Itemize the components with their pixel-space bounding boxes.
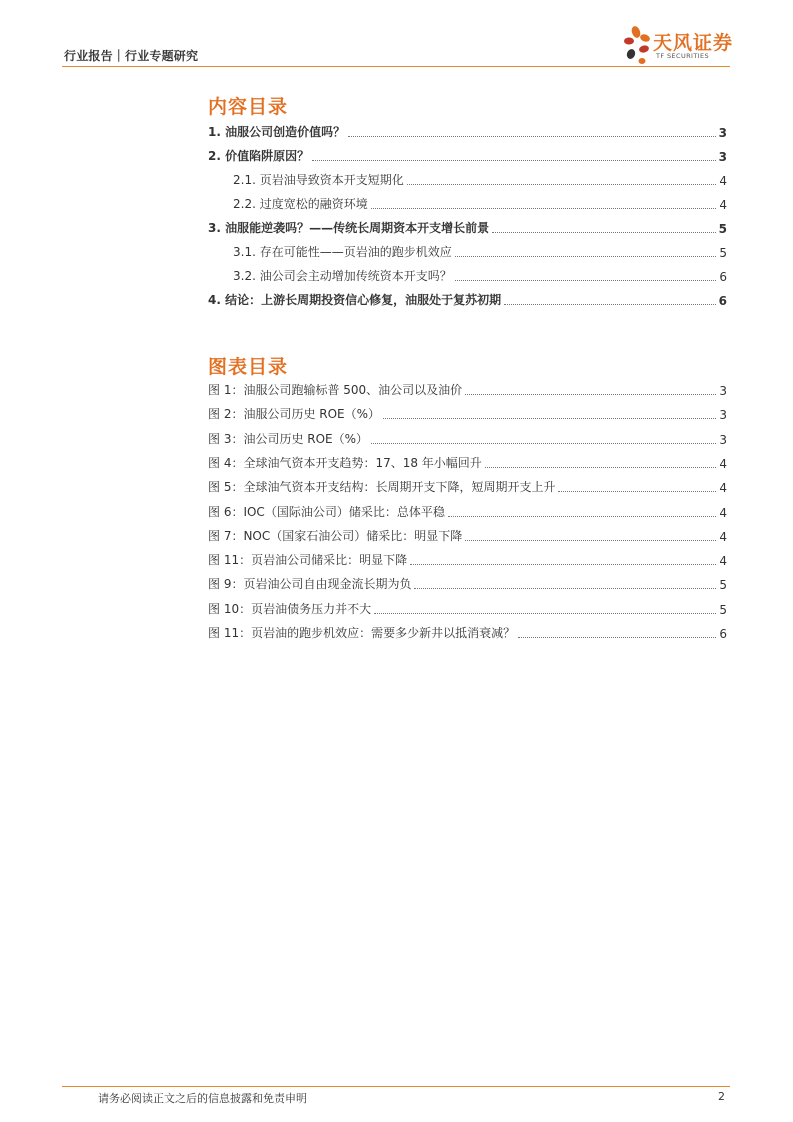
leader-dots [455, 255, 717, 257]
figures-entry-label: 图 10：页岩油债务压力并不大 [208, 601, 372, 616]
contents-entry-label: 3.1. 存在可能性——页岩油的跑步机效应 [233, 245, 452, 259]
figures-entry[interactable] [208, 552, 727, 568]
figures-entry[interactable] [208, 576, 727, 592]
leader-dots [371, 207, 717, 209]
figures-entry[interactable] [208, 504, 727, 520]
figures-entry-label: 图 2：油服公司历史 ROE（%） [208, 407, 381, 422]
contents-entry-label: 2.1. 页岩油导致资本开支短期化 [233, 173, 404, 187]
figures-entry-page: 5 [719, 602, 727, 617]
figures-entry-page: 4 [719, 481, 727, 496]
figures-entry[interactable] [208, 479, 727, 495]
contents-entry-page: 5 [718, 222, 727, 236]
footer-disclaimer: 请务必阅读正文之后的信息披露和免责申明 [98, 1092, 307, 1105]
contents-entry[interactable] [233, 268, 727, 284]
contents-entry-page: 6 [719, 270, 727, 284]
figures-entry-label: 图 1：油服公司跑输标普 500、油公司以及油价 [208, 383, 463, 397]
leader-dots [455, 279, 717, 281]
leader-dots [485, 466, 717, 468]
leader-dots [374, 612, 716, 614]
figures-entry-label: 图 6：IOC（国际油公司）储采比：总体平稳 [208, 504, 445, 519]
leader-dots [414, 587, 716, 589]
figures-entry-label: 图 5：全球油气资本开支结构：长周期开支下降，短周期开支上升 [208, 480, 556, 495]
figures-entry-page: 3 [719, 384, 727, 398]
leader-dots [448, 515, 717, 517]
contents-entry-label: 2. 价值陷阱原因？ [208, 149, 310, 163]
figures-entry[interactable] [208, 625, 727, 641]
figures-entry-label: 图 7：NOC（国家石油公司）储采比：明显下降 [208, 528, 463, 543]
contents-entry-page: 3 [718, 150, 727, 164]
figures-entry[interactable] [208, 431, 727, 447]
leader-dots [407, 183, 717, 185]
contents-entry[interactable] [208, 220, 727, 236]
company-logo [622, 24, 734, 68]
report-breadcrumb: 行业报告｜行业专题研究 [64, 49, 199, 63]
leader-dots [504, 303, 716, 305]
contents-entry[interactable] [208, 148, 727, 164]
figures-entry-label: 图 3：油公司历史 ROE（%） [208, 431, 369, 446]
figures-entry-page: 4 [719, 456, 727, 471]
figures-entry-page: 3 [719, 432, 727, 447]
leader-dots [371, 442, 716, 444]
figures-entry-page: 4 [719, 529, 727, 544]
leader-dots [410, 563, 716, 565]
contents-entry-label: 1. 油服公司创造价值吗？ [208, 125, 346, 139]
contents-entry-label: 2.2. 过度宽松的融资环境 [233, 197, 368, 211]
contents-entry[interactable] [208, 124, 727, 140]
figures-entry-page: 4 [719, 554, 727, 569]
contents-entry-page: 4 [719, 174, 727, 188]
contents-entry-page: 5 [719, 246, 727, 260]
contents-entry-label: 3. 油服能逆袭吗？——传统长周期资本开支增长前景 [208, 221, 490, 235]
footer-divider [62, 1086, 730, 1087]
figures-entry[interactable] [208, 601, 727, 617]
contents-entry-label: 4. 结论：上游长周期投资信心修复，油服处于复苏初期 [208, 293, 502, 307]
figures-entry-label: 图 9：页岩油公司自由现金流长期为负 [208, 577, 412, 592]
figures-entry[interactable] [208, 382, 727, 398]
contents-title: 内容目录 [208, 96, 289, 118]
leader-dots [383, 417, 716, 419]
leader-dots [558, 490, 716, 492]
figures-entry-label: 图 11：页岩油的跑步机效应：需要多少新井以抵消衰减？ [208, 626, 516, 640]
leader-dots [312, 159, 716, 161]
leader-dots [465, 393, 716, 395]
leader-dots [348, 135, 716, 137]
figures-entry[interactable] [208, 406, 727, 422]
contents-entry[interactable] [233, 172, 727, 188]
contents-entry[interactable] [208, 292, 727, 308]
leader-dots [518, 636, 716, 638]
figures-entry[interactable] [208, 455, 727, 471]
contents-entry[interactable] [233, 196, 727, 212]
contents-entry-page: 3 [718, 126, 727, 140]
contents-entry[interactable] [233, 244, 727, 260]
figures-entry-label: 图 4：全球油气资本开支趋势：17、18 年小幅回升 [208, 455, 482, 470]
logo-flower-icon [622, 24, 654, 68]
logo-name: 天风证券 [653, 32, 734, 54]
leader-dots [465, 539, 716, 541]
page-number: 2 [718, 1090, 725, 1103]
logo-subtitle: TF SECURITIES [656, 52, 710, 60]
figures-entry-page: 4 [719, 505, 727, 520]
contents-entry-page: 4 [719, 198, 727, 212]
figures-entry-page: 3 [719, 408, 727, 423]
contents-entry-page: 6 [718, 294, 727, 308]
leader-dots [492, 231, 716, 233]
figures-entry-label: 图 11：页岩油公司储采比：明显下降 [208, 553, 408, 568]
figures-entry-page: 5 [719, 578, 727, 593]
contents-entry-label: 3.2. 油公司会主动增加传统资本开支吗？ [233, 269, 452, 283]
figures-entry[interactable] [208, 528, 727, 544]
figures-entry-page: 6 [719, 627, 727, 641]
figures-title: 图表目录 [208, 356, 289, 378]
